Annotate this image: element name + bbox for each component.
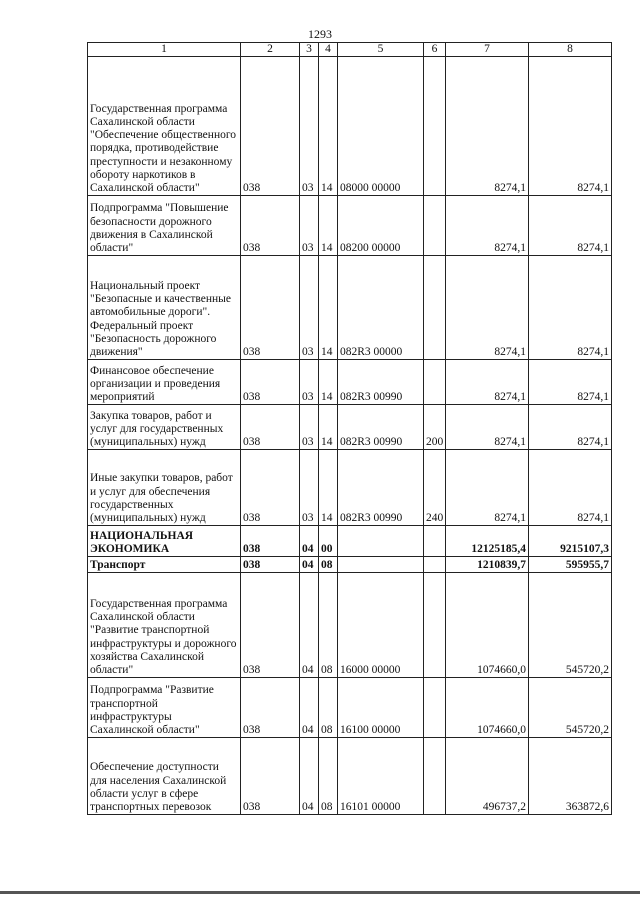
target-article-code: 16000 00000: [338, 573, 424, 678]
ministry-code: 038: [241, 738, 300, 815]
amount-year-1: 8274,1: [446, 57, 529, 196]
expense-type-code: [424, 738, 446, 815]
amount-year-1: 8274,1: [446, 450, 529, 526]
section-code: 04: [300, 678, 319, 738]
section-code: 03: [300, 256, 319, 360]
expense-type-code: [424, 256, 446, 360]
target-article-code: 082R3 00000: [338, 256, 424, 360]
section-code: 04: [300, 557, 319, 573]
row-name: Закупка товаров, работ и услуг для государственных (муниципальных) нужд: [88, 405, 241, 450]
row-name: Обеспечение доступности для населения Сахалинской области услуг в сфере транспортных перевозок: [88, 738, 241, 815]
expense-type-code: 240: [424, 450, 446, 526]
target-article-code: [338, 526, 424, 557]
target-article-code: 082R3 00990: [338, 450, 424, 526]
table-row: [88, 450, 612, 526]
table-row: [88, 678, 612, 738]
amount-year-1: 8274,1: [446, 196, 529, 256]
ministry-code: 038: [241, 573, 300, 678]
amount-year-1: 1210839,7: [446, 557, 529, 573]
amount-year-2: 8274,1: [529, 360, 612, 405]
subsection-code: 08: [319, 738, 338, 815]
column-header: 6: [424, 43, 446, 57]
table-header-row: [88, 43, 612, 57]
column-header: 8: [529, 43, 612, 57]
expense-type-code: [424, 526, 446, 557]
section-code: 04: [300, 738, 319, 815]
ministry-code: 038: [241, 405, 300, 450]
subsection-code: 14: [319, 360, 338, 405]
ministry-code: 038: [241, 196, 300, 256]
ministry-code: 038: [241, 360, 300, 405]
ministry-code: 038: [241, 450, 300, 526]
subsection-code: 14: [319, 450, 338, 526]
ministry-code: 038: [241, 256, 300, 360]
amount-year-1: 8274,1: [446, 360, 529, 405]
amount-year-1: 8274,1: [446, 405, 529, 450]
target-article-code: 16100 00000: [338, 678, 424, 738]
row-name: Государственная программа Сахалинской области "Развитие транспортной инфраструктуры и дорожного хозяйства Сахалинской области": [88, 573, 241, 678]
amount-year-1: 496737,2: [446, 738, 529, 815]
ministry-code: 038: [241, 57, 300, 196]
subsection-code: 14: [319, 57, 338, 196]
table-row: [88, 738, 612, 815]
target-article-code: 082R3 00990: [338, 360, 424, 405]
subsection-code: 08: [319, 557, 338, 573]
amount-year-2: 8274,1: [529, 405, 612, 450]
section-code: 03: [300, 196, 319, 256]
expense-type-code: [424, 360, 446, 405]
ministry-code: 038: [241, 526, 300, 557]
column-header: 4: [319, 43, 338, 57]
amount-year-1: 12125185,4: [446, 526, 529, 557]
section-code: 04: [300, 573, 319, 678]
amount-year-2: 363872,6: [529, 738, 612, 815]
row-name: Национальный проект "Безопасные и качественные автомобильные дороги". Федеральный проект "Безопасность дорожного движения": [88, 256, 241, 360]
row-name: Транспорт: [88, 557, 241, 573]
target-article-code: 08200 00000: [338, 196, 424, 256]
row-name: Государственная программа Сахалинской области "Обеспечение общественного порядка, противодействие преступности и незаконному обороту наркотиков в Сахалинской области": [88, 57, 241, 196]
row-name: Подпрограмма "Повышение безопасности дорожного движения в Сахалинской области": [88, 196, 241, 256]
row-name: Финансовое обеспечение организации и проведения мероприятий: [88, 360, 241, 405]
target-article-code: 08000 00000: [338, 57, 424, 196]
section-code: 03: [300, 360, 319, 405]
table-row: [88, 57, 612, 196]
target-article-code: [338, 557, 424, 573]
table-row: [88, 405, 612, 450]
subsection-code: 14: [319, 405, 338, 450]
ministry-code: 038: [241, 678, 300, 738]
target-article-code: 082R3 00990: [338, 405, 424, 450]
row-name: НАЦИОНАЛЬНАЯ ЭКОНОМИКА: [88, 526, 241, 557]
table-row: [88, 573, 612, 678]
page-number: 1293: [308, 27, 332, 41]
amount-year-1: 1074660,0: [446, 573, 529, 678]
expense-type-code: [424, 196, 446, 256]
section-code: 03: [300, 405, 319, 450]
target-article-code: 16101 00000: [338, 738, 424, 815]
ministry-code: 038: [241, 557, 300, 573]
section-code: 03: [300, 57, 319, 196]
subsection-code: 14: [319, 256, 338, 360]
table-row: [88, 557, 612, 573]
row-name: Иные закупки товаров, работ и услуг для обеспечения государственных (муниципальных) нужд: [88, 450, 241, 526]
expense-type-code: 200: [424, 405, 446, 450]
subsection-code: 08: [319, 573, 338, 678]
subsection-code: 14: [319, 196, 338, 256]
subsection-code: 08: [319, 678, 338, 738]
expense-type-code: [424, 678, 446, 738]
amount-year-1: 8274,1: [446, 256, 529, 360]
expense-type-code: [424, 557, 446, 573]
table-row: [88, 526, 612, 557]
expense-type-code: [424, 573, 446, 678]
table-row: [88, 360, 612, 405]
budget-table: [87, 42, 612, 815]
column-header: 7: [446, 43, 529, 57]
amount-year-1: 1074660,0: [446, 678, 529, 738]
subsection-code: 00: [319, 526, 338, 557]
amount-year-2: 595955,7: [529, 557, 612, 573]
page-bottom-rule: [0, 891, 640, 894]
column-header: 1: [88, 43, 241, 57]
table-row: [88, 256, 612, 360]
row-name: Подпрограмма "Развитие транспортной инфраструктуры Сахалинской области": [88, 678, 241, 738]
amount-year-2: 8274,1: [529, 57, 612, 196]
amount-year-2: 8274,1: [529, 256, 612, 360]
amount-year-2: 545720,2: [529, 678, 612, 738]
section-code: 03: [300, 450, 319, 526]
column-header: 3: [300, 43, 319, 57]
amount-year-2: 8274,1: [529, 450, 612, 526]
amount-year-2: 545720,2: [529, 573, 612, 678]
expense-type-code: [424, 57, 446, 196]
column-header: 5: [338, 43, 424, 57]
amount-year-2: 8274,1: [529, 196, 612, 256]
amount-year-2: 9215107,3: [529, 526, 612, 557]
column-header: 2: [241, 43, 300, 57]
table-row: [88, 196, 612, 256]
section-code: 04: [300, 526, 319, 557]
